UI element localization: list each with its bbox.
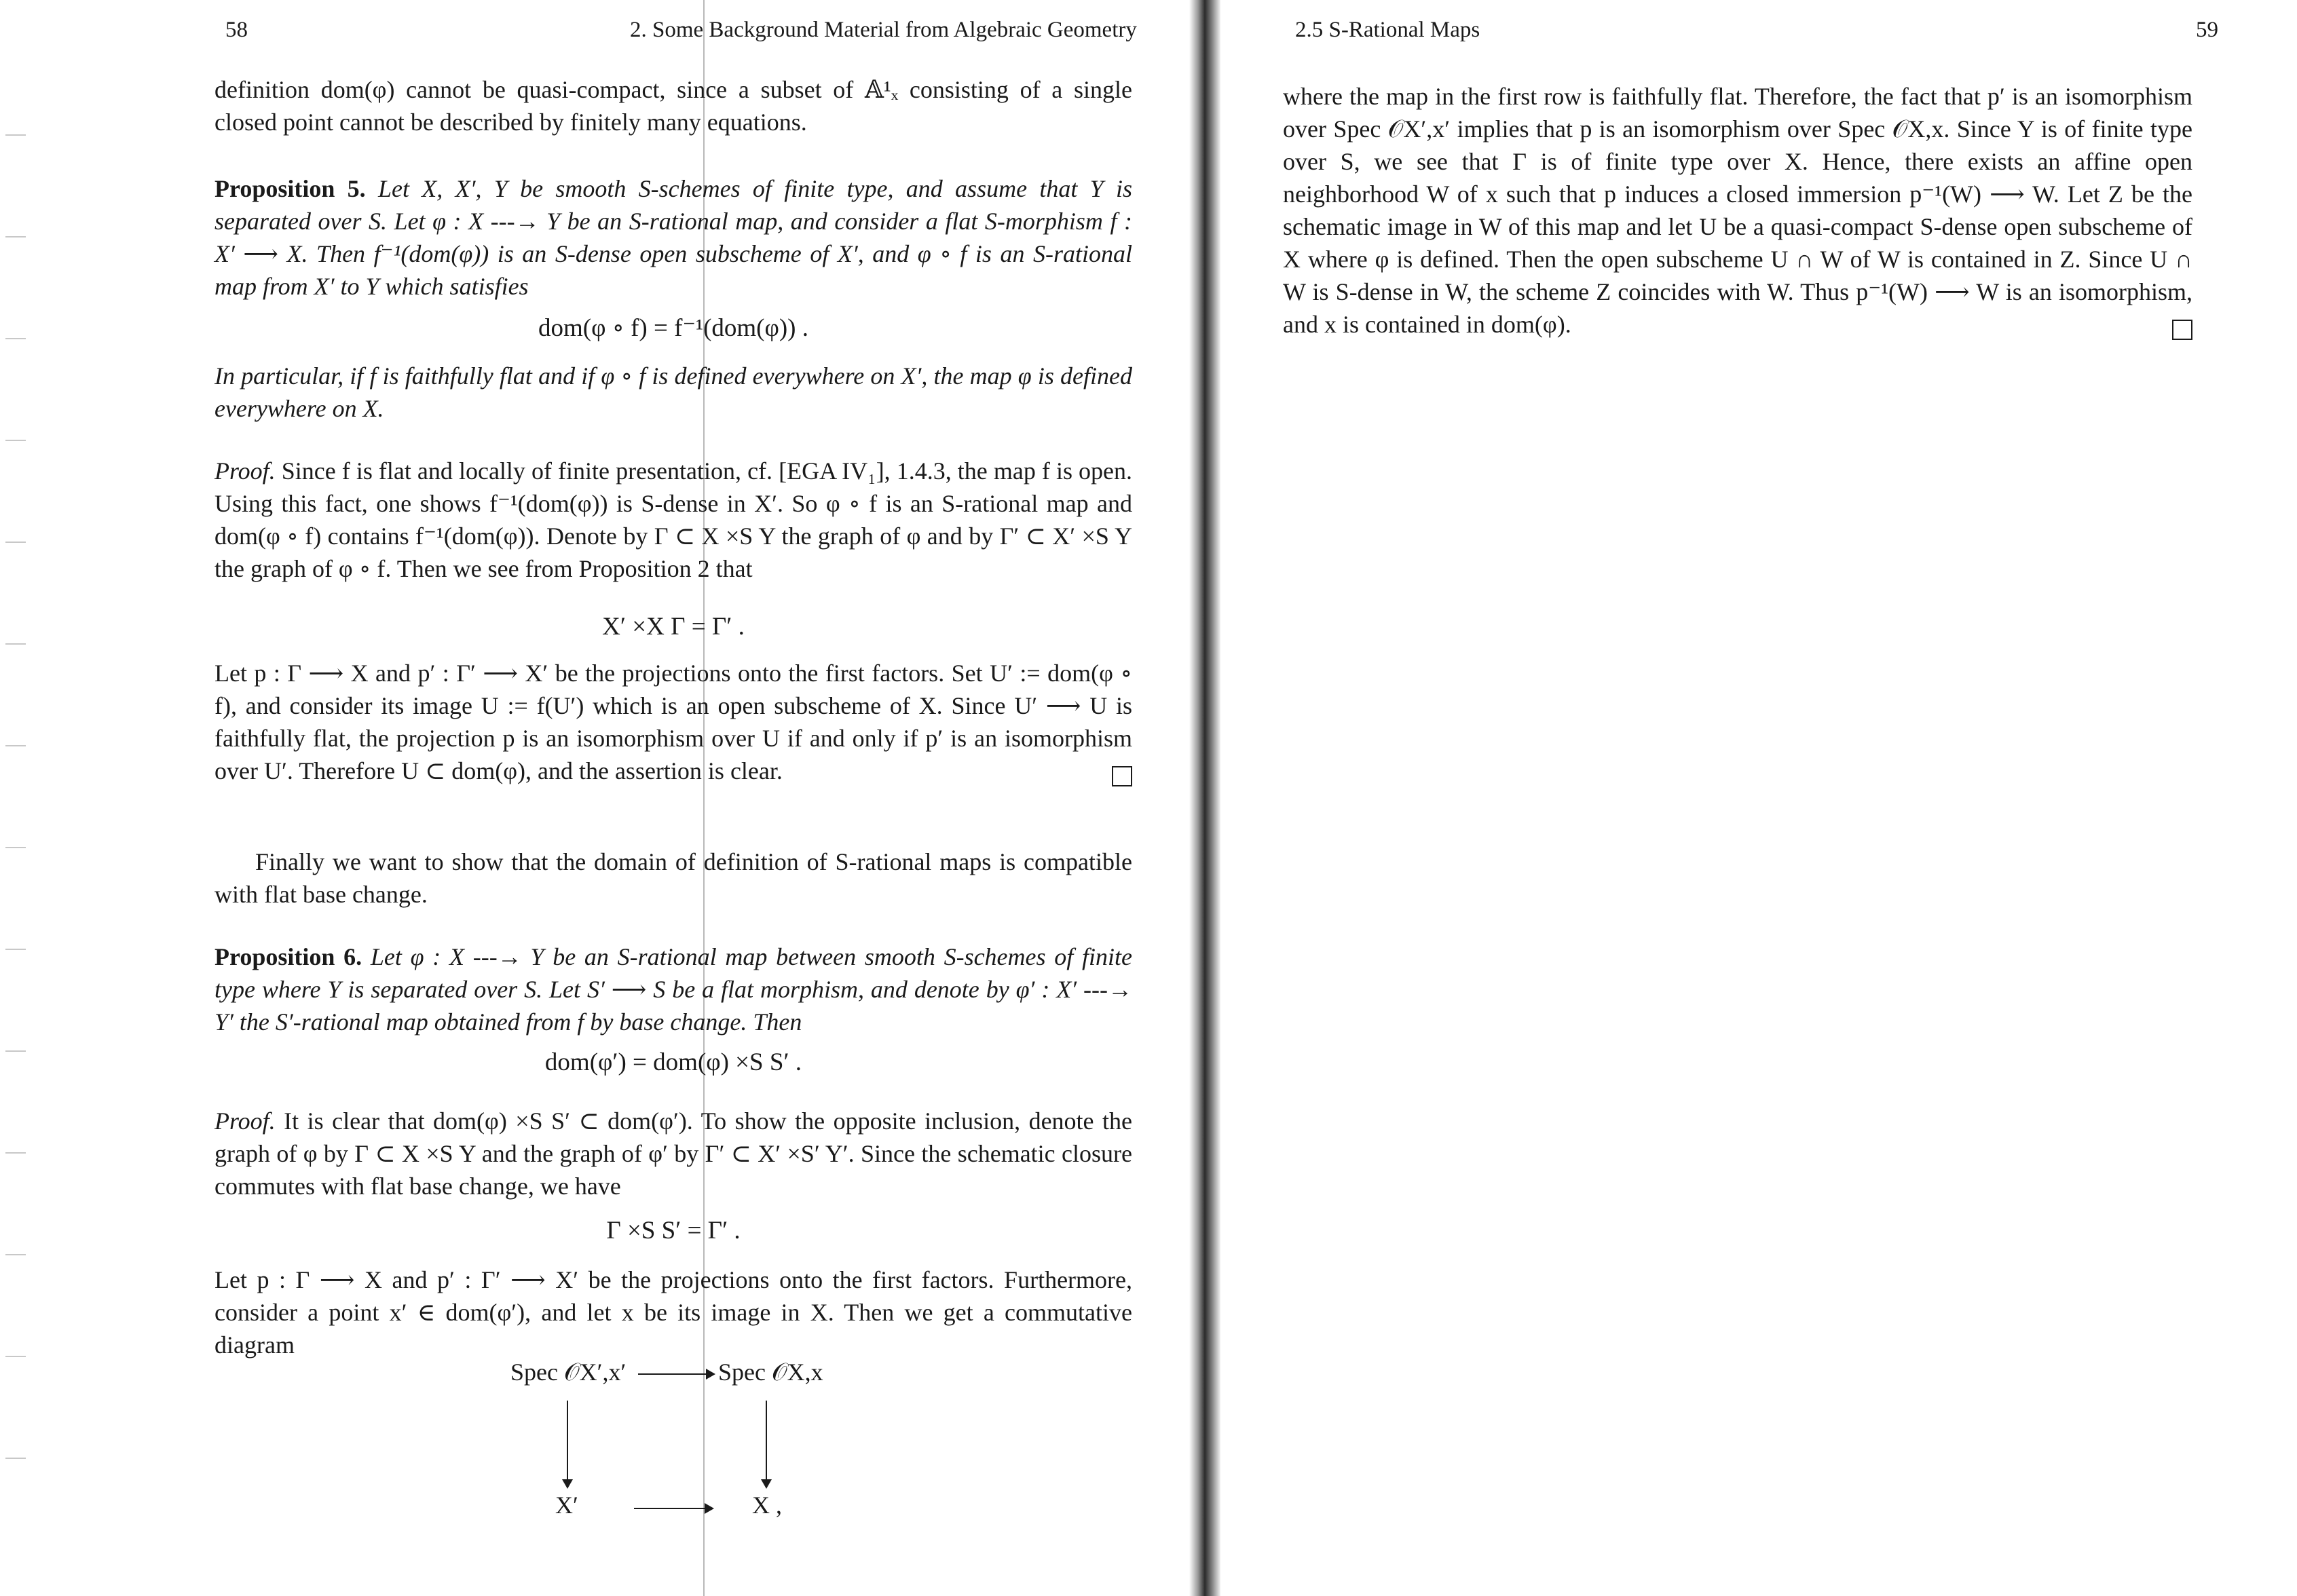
diagram-top-left: Spec 𝒪X′,x′: [510, 1358, 627, 1386]
diagram-bottom-arrow: [634, 1508, 713, 1509]
prop5-statement: Let X, X′, Y be smooth S-schemes of finite type, and assume that Y is separated over S. Let φ : X ---→ Y be an S-rational map, and consider a flat S-morphism f : X′ ⟶ X. Then f⁻¹(dom(φ)) is an S-dense open subscheme of X′, and φ ∘ f is an S-rational map from X′ to Y which satisfies: [214, 175, 1132, 300]
prop6-display-equation: dom(φ′) = dom(φ) ×S S′ .: [544, 1048, 802, 1076]
prop5-display-equation: dom(φ ∘ f) = f⁻¹(dom(φ)) .: [538, 314, 808, 342]
proof-6: [214, 1105, 1132, 1202]
proof6-text1: It is clear that dom(φ) ×S S′ ⊂ dom(φ′). To show the opposite inclusion, denote the graph of φ by Γ ⊂ X ×S Y and the graph of φ′ by Γ′ ⊂ X′ ×S′ Y′. Since the schematic closure commutes with flat base change, we have: [214, 1107, 1133, 1200]
diagram-left-arrow: [567, 1401, 568, 1487]
prop6-statement: Let φ : X ---→ Y be an S-rational map between smooth S-schemes of finite type where Y is separated over S. Let S′ ⟶ S be a flat morphism, and denote by φ′ : X′ ---→ Y′ the S′-rational map obtained from f by base change. Then: [214, 943, 1132, 1036]
proposition-5: [214, 172, 1132, 303]
right-section-title: 2.5 S-Rational Maps: [1295, 18, 1480, 42]
proof6-continuation: [214, 1264, 1132, 1361]
prop5-corollary: In particular, if f is faithfully flat and if φ ∘ f is defined everywhere on X′, the map φ is defined everywhere on X.: [214, 362, 1132, 422]
intro-text: definition dom(φ) cannot be quasi-compact, since a subset of 𝔸¹ₓ consisting of a single closed point cannot be described by finitely many equations.: [214, 76, 1132, 136]
proof5-label: Proof.: [214, 457, 276, 484]
prop5-label: Proposition 5.: [214, 175, 366, 202]
qed-square-icon: [1112, 766, 1132, 786]
right-paragraph-text: where the map in the first row is faithfully flat. Therefore, the fact that p′ is an isomorphism over Spec 𝒪X′,x′ implies that p is an isomorphism over Spec 𝒪X,x. Since Y is of finite type over S, we see that Γ is of finite type over X. Hence, there exists an affine open neighborhood W of x such that p induces a closed immersion p⁻¹(W) ⟶ W. Let Z be the schematic image in W of this map and let U be a quasi-compact S-dense open subscheme of X where φ is defined. Then the open subscheme U ∩ W of W is contained in Z. Since U ∩ W is S-dense in W, the scheme Z coincides with W. Thus p⁻¹(W) ⟶ W is an isomorphism, and x is contained in dom(φ).: [1283, 83, 2192, 338]
diagram-top-right: Spec 𝒪X,x: [718, 1358, 823, 1386]
proof5-continuation: [214, 657, 1132, 790]
diagram-top-arrow: [638, 1373, 714, 1375]
right-page: [1215, 0, 2297, 1596]
proof5-display-equation: X′ ×X Γ = Γ′ .: [602, 613, 745, 641]
diagram-right-arrow: [766, 1401, 767, 1487]
proposition-6: [214, 940, 1132, 1038]
proof5-text1: Since f is flat and locally of finite presentation, cf. [EGA IV₁], 1.4.3, the map f is open. Using this fact, one shows f⁻¹(dom(φ)) is S-dense in X′. So φ ∘ f is an S-rational map and dom(φ ∘ f) contains f⁻¹(dom(φ)). Denote by Γ ⊂ X ×S Y the graph of φ and by Γ′ ⊂ X′ ×S Y the graph of φ ∘ f. Then we see from Proposition 2 that: [214, 457, 1132, 582]
left-page-number: 58: [225, 18, 248, 42]
intro-paragraph: [214, 73, 1132, 138]
proof5-text2: Let p : Γ ⟶ X and p′ : Γ′ ⟶ X′ be the projections onto the first factors. Set U′ := dom(φ ∘ f), and consider its image U := f(U′) which is an open subscheme of X. Since U′ ⟶ U is faithfully flat, the projection p is an isomorphism over U if and only if p′ is an isomorphism over U′. Therefore U ⊂ dom(φ), and the assertion is clear.: [214, 660, 1132, 784]
diagram-bottom-right: X ,: [752, 1492, 782, 1519]
qed-square-icon: [2172, 320, 2192, 340]
left-running-head: [225, 15, 1140, 45]
prop5-corollary-block: [214, 360, 1132, 425]
right-running-head: [1295, 15, 2218, 45]
diagram-bottom-left: X′: [555, 1492, 578, 1519]
proof-5: [214, 455, 1132, 585]
left-chapter-title: 2. Some Background Material from Algebraic Geometry: [630, 18, 1137, 42]
transition-text: Finally we want to show that the domain of definition of S-rational maps is compatible with flat base change.: [214, 848, 1132, 908]
proof6-display-equation: Γ ×S S′ = Γ′ .: [606, 1217, 741, 1244]
transition-paragraph: [214, 846, 1132, 911]
proof6-text2: Let p : Γ ⟶ X and p′ : Γ′ ⟶ X′ be the projections onto the first factors. Furthermore, consider a point x′ ∈ dom(φ′), and let x be its image in X. Then we get a commutative diagram: [214, 1266, 1132, 1358]
right-paragraph: [1283, 80, 2192, 343]
right-page-number: 59: [2196, 18, 2218, 42]
proof6-label: Proof.: [214, 1107, 276, 1135]
prop6-label: Proposition 6.: [214, 943, 362, 970]
